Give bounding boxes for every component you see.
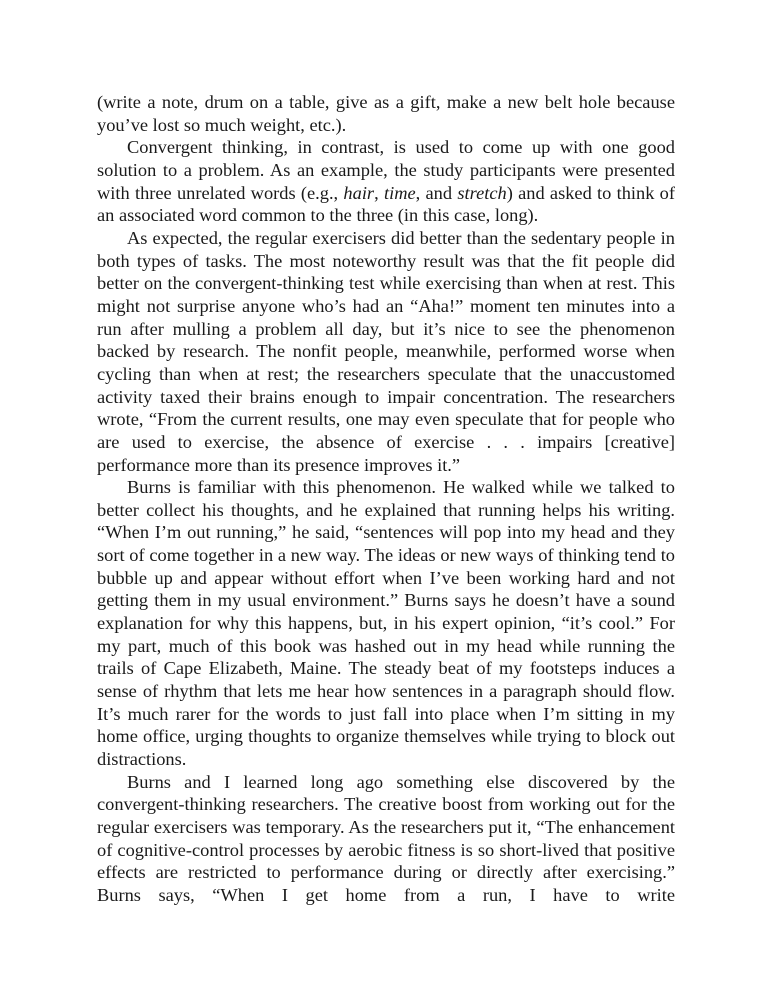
paragraph-text: Convergent thinking, in contrast, is used to come up with one good solution to a problem. As an example, the study participants were presented with three unrelated words (e.g., (97, 137, 675, 203)
paragraph-text: Burns and I learned long ago something else discovered by the convergent-thinking researchers. The creative boost from working out for the regular exercisers was temporary. As the researchers put it, “The enhancement of cognitive-control processes by aerobic fitness is so short-lived that positive effects are restricted to performance during or directly after exercising.” Burns says, “When I get home from a run, I have to write (97, 771, 675, 905)
example-word-hair: hair (343, 182, 375, 203)
paragraph-3 (97, 227, 675, 476)
paragraph-5 (97, 771, 675, 907)
paragraph-text: Burns is familiar with this phenomenon. He walked while we talked to better collect his thoughts, and he explained that running helps his writing. “When I’m out running,” he said, “sentences will pop into my head and they sort of come together in a new way. The ideas or new ways of thinking tend to bubble up and appear without effort when I’ve been working hard and not getting them in my usual environment.” Burns says he doesn’t have a sound explanation for why this happens, but, in his expert opinion, “it’s cool.” For my part, much of this book was hashed out in my head while running the trails of Cape Elizabeth, Maine. The steady beat of my footsteps induces a sense of rhythm that lets me hear how sentences in a paragraph should flow. It’s much rarer for the words to just fall into place when I’m sitting in my home office, urging thoughts to organize themselves while trying to block out distractions. (97, 477, 675, 770)
paragraph-1 (97, 91, 675, 136)
paragraph-4 (97, 476, 675, 771)
paragraph-text: As expected, the regular exercisers did better than the sedentary people in both types of tasks. The most noteworthy result was that the fit people did better on the convergent-thinking test while exercising than when at rest. This might not surprise anyone who’s had an “Aha!” moment ten minutes into a run after mulling a problem all day, but it’s nice to see the phenomenon backed by research. The nonfit people, meanwhile, performed worse when cycling than when at rest; the researchers speculate that the unaccustomed activity taxed their brains enough to impair concentration. The researchers wrote, “From the current results, one may even speculate that for people who are used to exercise, the absence of exercise . . . impairs [creative] performance more than its presence improves it.” (97, 227, 675, 475)
page-text (97, 91, 675, 907)
paragraph-2 (97, 136, 675, 227)
paragraph-text: , (374, 182, 384, 203)
paragraph-text: , and (415, 182, 458, 203)
paragraph-text: (write a note, drum on a table, give as a gift, make a new belt hole because you’ve lost so much weight, etc.). (97, 92, 675, 135)
example-word-time: time (383, 182, 416, 203)
example-word-stretch: stretch (457, 182, 507, 203)
paragraph-text: ) and asked to think of an associated word common to the three (in this case, long). (97, 182, 676, 226)
